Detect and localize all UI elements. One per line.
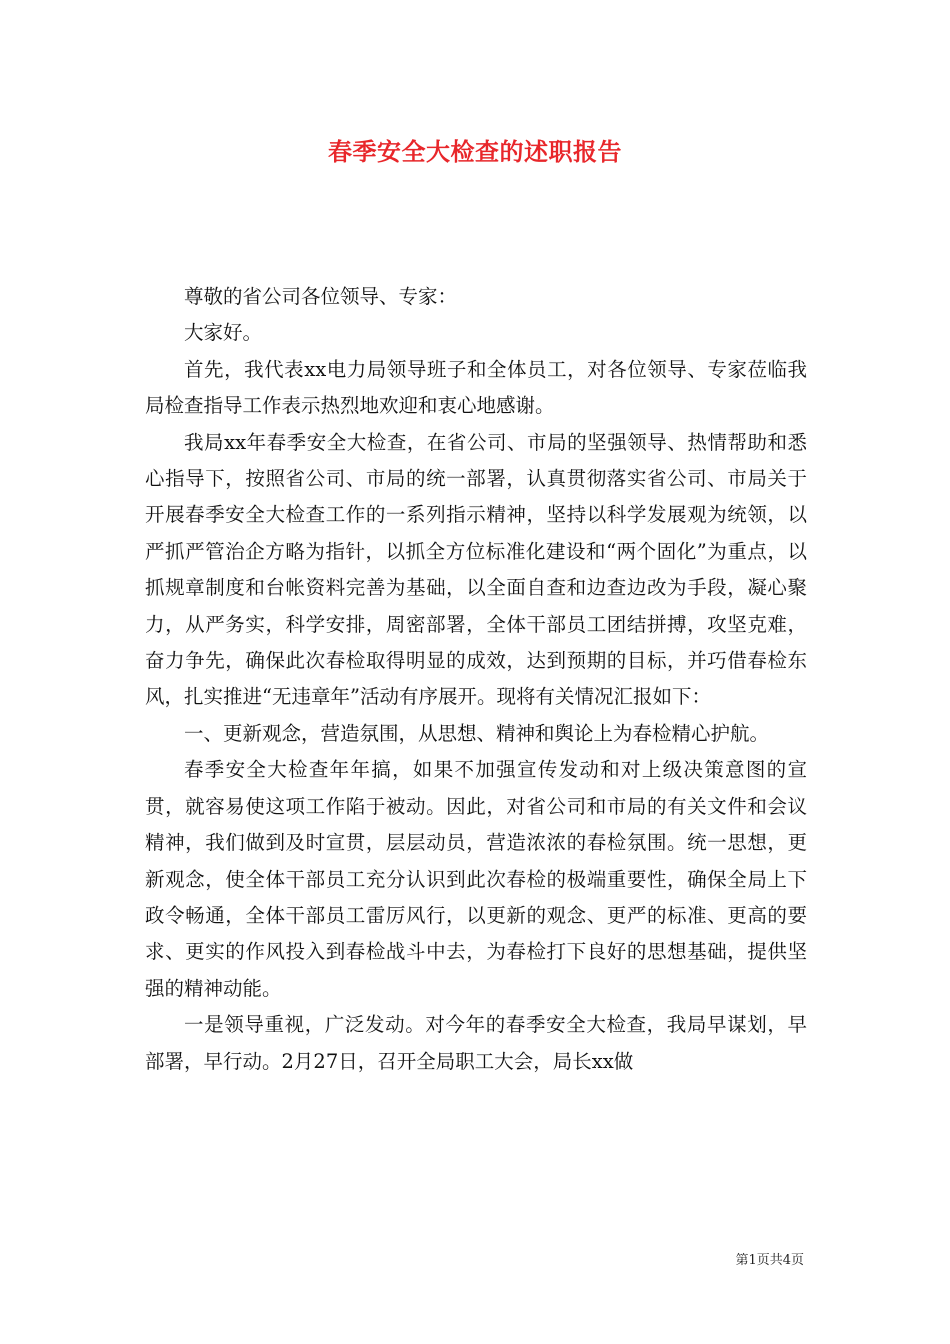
paragraph: 春季安全大检查年年搞，如果不加强宣传发动和对上级决策意图的宣贯，就容易使这项工作陷于被动。因此，对省公司和市局的有关文件和会议精神，我们做到及时宣贯，层层动员，营造浓浓的春检氛围。统一思想，更新观念，使全体干部员工充分认识到此次春检的极端重要性，确保全局上下政令畅通，全体干部员工雷厉风行，以更新的观念、更严的标准、更高的要求、更实的作风投入到春检战斗中去，为春检打下良好的思想基础，提供坚强的精神动能。 (145, 758, 807, 1000)
salutation: 尊敬的省公司各位领导、专家： (184, 285, 458, 308)
document-title: 春季安全大检查的述职报告 (328, 137, 622, 166)
greeting: 大家好。 (184, 321, 263, 345)
document-body (145, 279, 807, 1080)
section-heading: 一、更新观念，营造氛围，从思想、精神和舆论上为春检精心护航。 (184, 721, 770, 745)
paragraph: 一是领导重视，广泛发动。对今年的春季安全大检查，我局早谋划，早部署，早行动。2月27日，召开全局职工大会，局长xx做 (145, 1013, 807, 1073)
paragraph: 首先，我代表xx电力局领导班子和全体员工，对各位领导、专家莅临我局检查指导工作表示热烈地欢迎和衷心地感谢。 (145, 357, 807, 418)
page-indicator: 第1页共4页 (735, 1253, 804, 1268)
paragraph: 我局xx年春季安全大检查，在省公司、市局的坚强领导、热情帮助和悉心指导下，按照省公司、市局的统一部署，认真贯彻落实省公司、市局关于开展春季安全大检查工作的一系列指示精神，坚持以科学发展观为统领，以严抓严管治企方略为指针，以抓全方位标准化建设和“两个固化”为重点，以抓规章制度和台帐资料完善为基础，以全面自查和边查边改为手段，凝心聚力，从严务实，科学安排，周密部署，全体干部员工团结拼搏，攻坚克难，奋力争先，确保此次春检取得明显的成效，达到预期的目标，并巧借春检东风，扎实推进“无违章年”活动有序展开。现将有关情况汇报如下： (145, 430, 807, 709)
